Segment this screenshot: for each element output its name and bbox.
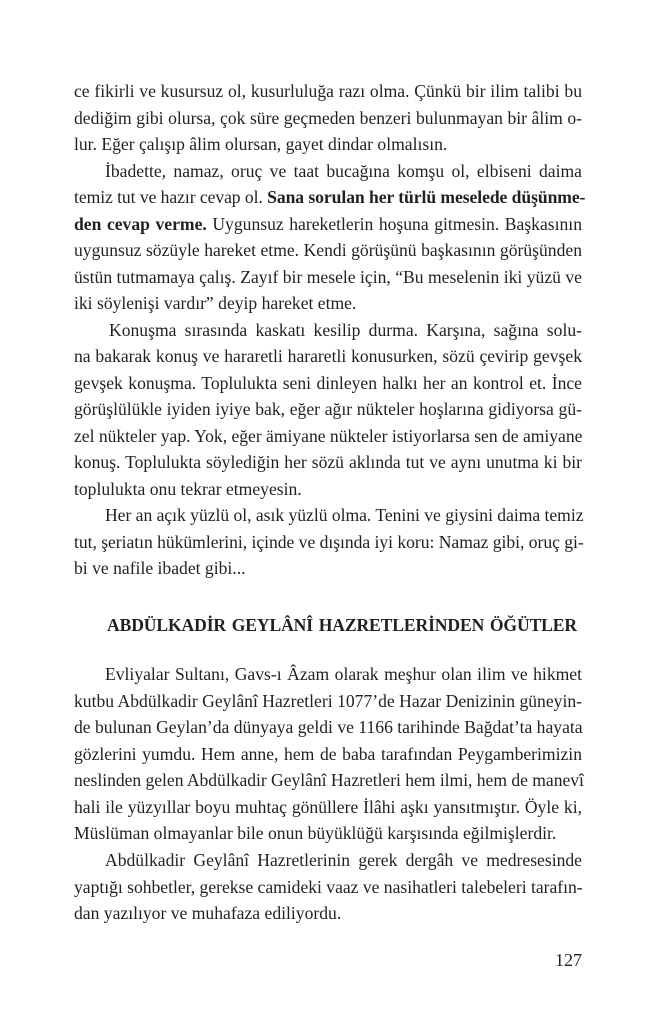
- text-line: tut, şeriatın hükümlerini, içinde ve dışında iyi koru: Namaz gibi, oruç gi-: [74, 531, 584, 552]
- text-line: dan yazılıyor ve muhafaza ediliyordu.: [74, 903, 342, 923]
- text-line: kutbu Abdülkadir Geylânî Hazretleri 1077’de Hazar Denizinin güneyin-: [74, 690, 582, 711]
- text-line: uygunsuz sözüyle hareket etme. Kendi görüşünü başkasının görüşünden: [74, 240, 582, 260]
- page-number: 127: [555, 950, 582, 970]
- text-line: Evliyalar Sultanı, Gavs-ı Âzam olarak meşhur olan ilim ve hikmet: [105, 664, 582, 684]
- text-line: ce fikirli ve kusursuz ol, kusurluluğa razı olma. Çünkü bir ilim talibi bu: [74, 81, 582, 101]
- paragraph-ibadet: [74, 158, 586, 317]
- section-heading: ABDÜLKADİR GEYLÂNÎ HAZRETLERİNDEN ÖĞÜTLER: [107, 615, 577, 635]
- text-line: dediğim gibi olursa, çok süre geçmeden benzeri bulunmayan bir âlim o-: [74, 107, 582, 128]
- text-line: toplulukta onu tekrar etmeyesin.: [74, 478, 302, 499]
- paragraph-konusma: [74, 317, 582, 503]
- emphasis-text: Sana sorulan her türlü meselede düşünme-: [267, 187, 586, 207]
- text-line: Her an açık yüzlü ol, asık yüzlü olma. Tenini ve giysini daima temiz: [105, 505, 584, 525]
- text-line: neslinden gelen Abdülkadir Geylânî Hazretleri hem ilmi, hem de manevî: [74, 770, 584, 790]
- text-line: İbadette, namaz, oruç ve taat bucağına komşu ol, elbiseni daima: [105, 160, 582, 181]
- text-line: Konuşma sırasında kaskatı kesilip durma. Karşına, sağına solu-: [109, 319, 582, 340]
- text-line: Müslüman olmayanlar bile onun büyüklüğü karşısında eğilmişlerdir.: [74, 823, 557, 843]
- text-line: na bakarak konuş ve hararetli hararetli konusurken, sözü çevirip gevşek: [74, 346, 582, 366]
- paragraph-evliyalar-sultani: [74, 661, 582, 847]
- text-normal: temiz tut ve hazır cevap ol.: [74, 187, 268, 207]
- paragraph-continuation: [74, 78, 582, 158]
- paragraph-sohbetler: [74, 847, 582, 927]
- text-line: Abdülkadir Geylânî Hazretlerinin gerek dergâh ve medresesinde: [105, 850, 582, 870]
- text-line: konuş. Toplulukta söylediğin her sözü aklında tut ve aynı unutma ki bir: [74, 452, 582, 472]
- text-line: görüşlülükle iyiden iyiye bak, eğer ağır nükteler hoşlarına gidiyorsa gü-: [74, 399, 582, 419]
- text-line: [74, 211, 582, 238]
- text-line: hali ile yüzyıllar boyu muhtaç gönüllere İlâhi aşkı yansıtmıştır. Öyle ki,: [74, 796, 582, 817]
- text-line: zel nükteler yap. Yok, eğer ämiyane nükteler istiyorlarsa sen de amiyane: [74, 425, 583, 446]
- text-line: gözlerini yumdu. Hem anne, hem de baba tarafından Peygamberimizin: [74, 743, 582, 764]
- emphasis-text: den cevap verme.: [74, 213, 207, 234]
- paragraph-acik-yuzlu: [74, 502, 582, 582]
- text-line: gevşek konuşma. Toplulukta seni dinleyen halkı her an kontrol et. İnce: [74, 372, 582, 393]
- text-line: iki söylenişi vardır” deyip hareket etme.: [74, 293, 357, 313]
- text-line: bi ve nafile ibadet gibi...: [74, 558, 246, 578]
- text-line: de bulunan Geylan’da dünyaya geldi ve 1166 tarihinde Bağdat’ta hayata: [74, 717, 583, 737]
- text-normal: Uygunsuz hareketlerin hoşuna gitmesin. Başkasının: [206, 213, 582, 234]
- text-line: üstün tutmamaya çalış. Zayıf bir mesele için, “Bu meselenin iki yüzü ve: [74, 266, 582, 287]
- text-line: yaptığı sohbetler, gerekse camideki vaaz ve nasihatleri talebeleri tarafın-: [74, 876, 583, 897]
- text-line: [74, 184, 586, 211]
- text-line: lur. Eğer çalışıp âlim olursan, gayet dindar olmalısın.: [74, 134, 448, 154]
